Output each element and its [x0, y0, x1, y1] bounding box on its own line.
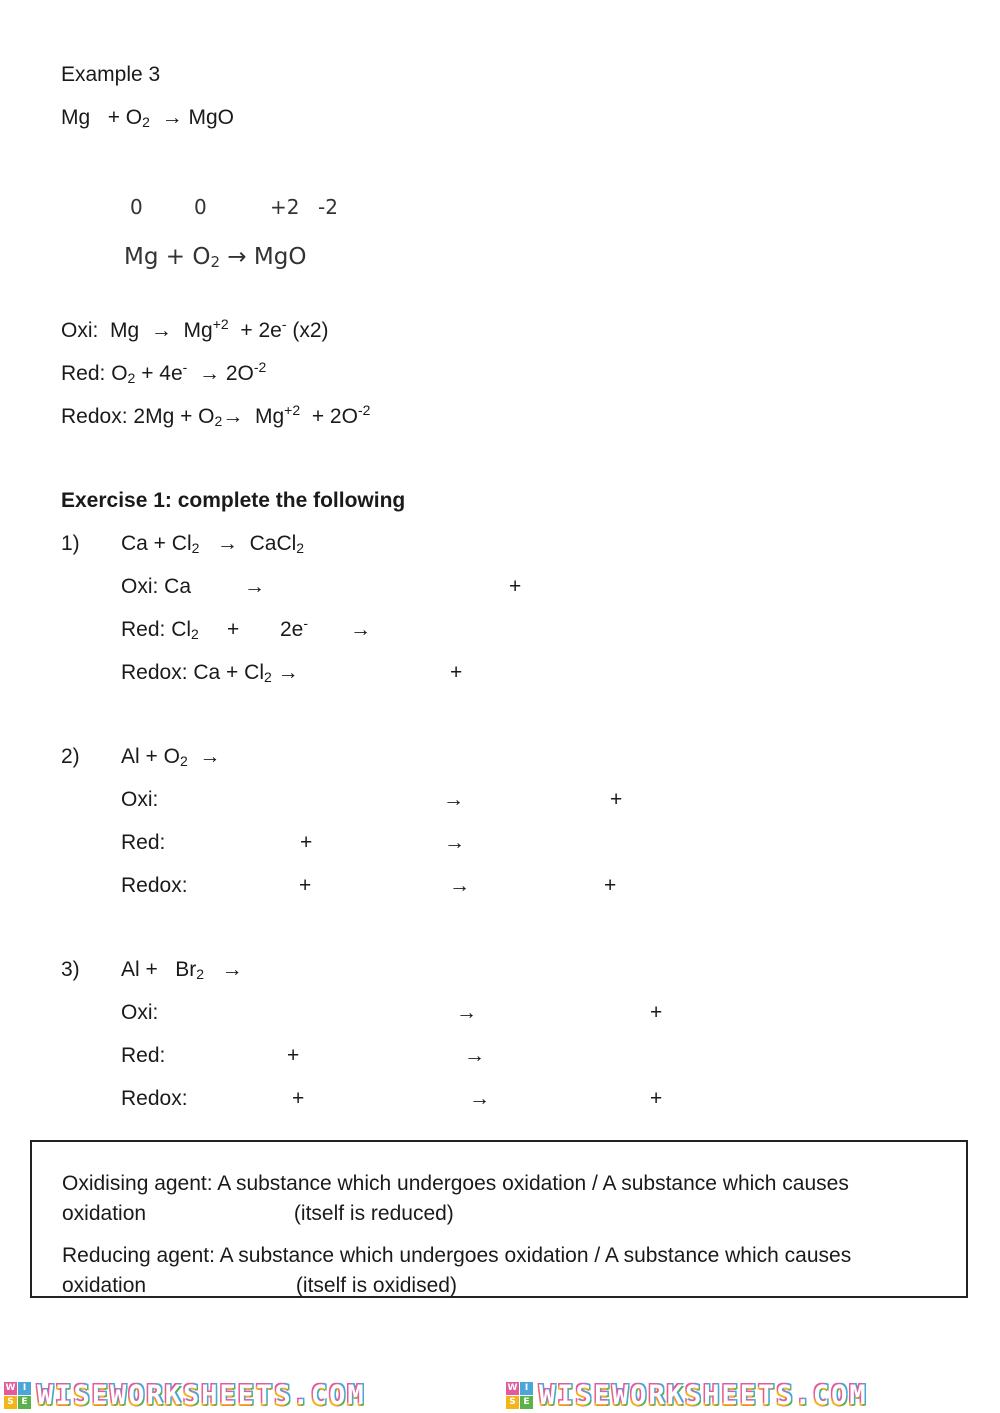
exercise-title: Exercise 1: complete the following: [61, 489, 406, 512]
oxidising-line-2b: (itself is reduced): [293, 1202, 454, 1225]
q2-eq-arrow: →: [199, 745, 221, 768]
red-e-charge: -: [182, 359, 188, 375]
image-equation-line: [124, 246, 306, 269]
ox-num-mg-product: +2: [270, 195, 300, 219]
q1-number: 1): [61, 532, 80, 555]
q1-equation: [121, 533, 304, 554]
oxi-ion: Mg: [183, 319, 213, 342]
q1-eq-product-sub: 2: [296, 540, 305, 556]
brand-mark-s: S: [4, 1396, 17, 1409]
redox-p2: + 2O: [311, 405, 358, 428]
brand-mark-icon: [506, 1382, 533, 1409]
reducing-agent-definition: [62, 1241, 952, 1301]
img-eq-mg: Mg: [124, 244, 159, 270]
oxi-arrow: →: [150, 319, 172, 342]
brand-text: WISEWORKSHEETS.COM: [37, 1379, 366, 1411]
q1-eq-reactants: Ca + Cl: [121, 532, 192, 555]
q2-eq-sub: 2: [179, 753, 188, 769]
redox-label: Redox:: [61, 405, 128, 428]
q2-oxi-label: Oxi:: [121, 788, 159, 811]
q1-oxi-plus: +: [509, 575, 522, 598]
redox-arrow: →: [222, 405, 244, 428]
redox-p1: Mg: [254, 405, 285, 428]
q2-oxi-arrow: →: [443, 788, 464, 811]
q1-red-sub: 2: [191, 626, 199, 642]
q1-red-arrow: →: [350, 618, 371, 641]
q1-oxi-label: Oxi: Ca: [121, 575, 192, 598]
q1-red-electrons: [280, 615, 309, 641]
example-redox-line: [61, 402, 371, 429]
oxidising-agent-definition: [62, 1169, 952, 1229]
q3-oxi-label: Oxi:: [121, 1001, 159, 1024]
q2-red-plus: +: [300, 831, 313, 854]
oxidising-line-2: [62, 1199, 952, 1229]
q3-eq-arrow: →: [221, 958, 243, 981]
ox-num-o-product: -2: [318, 195, 338, 219]
q3-red-plus: +: [287, 1044, 300, 1067]
q1-red-e-charge: -: [303, 615, 309, 631]
oxidising-line-2a: oxidation: [62, 1202, 147, 1225]
example-red-line: [61, 359, 267, 386]
q1-oxi-arrow: →: [244, 575, 265, 598]
reducing-line-1: Reducing agent: A substance which undergoes oxidation / A substance which causes: [62, 1244, 852, 1267]
brand-mark-i: I: [520, 1382, 533, 1395]
oxi-label: Oxi:: [61, 319, 99, 342]
eq-reactant-mg: Mg: [61, 106, 91, 129]
eq-reactant-o: + O: [107, 106, 143, 129]
q3-oxi-plus: +: [650, 1001, 663, 1024]
q1-red-plus: +: [227, 618, 240, 641]
brand-mark-e: E: [520, 1396, 533, 1409]
q2-red-arrow: →: [444, 831, 465, 854]
eq-sub: 2: [142, 114, 150, 130]
oxi-electrons: + 2e: [240, 319, 282, 342]
oxi-e-charge: -: [281, 316, 287, 332]
q2-red-label: Red:: [121, 831, 166, 854]
q1-red-text: Red: Cl: [121, 618, 192, 641]
q3-eq-br: Br: [175, 958, 197, 981]
redox-sub: 2: [214, 413, 223, 429]
q2-equation: [121, 746, 220, 767]
red-arrow: →: [199, 362, 220, 385]
red-product: 2O: [225, 362, 254, 385]
q1-redox-sub: 2: [263, 669, 272, 685]
oxidising-line-1: Oxidising agent: A substance which undergoes oxidation / A substance which causes: [62, 1172, 849, 1195]
brand-mark-i: I: [18, 1382, 31, 1395]
eq-arrow: →: [161, 106, 183, 129]
q3-redox-plus-1: +: [292, 1087, 305, 1110]
q1-eq-product: CaCl: [249, 532, 297, 555]
example-equation: [61, 107, 234, 128]
eq-product: MgO: [188, 106, 234, 129]
q1-red-label: [121, 619, 199, 640]
q3-redox-plus-2: +: [650, 1087, 663, 1110]
q3-redox-arrow: →: [469, 1087, 490, 1110]
img-eq-o: + O: [165, 244, 211, 270]
redox-p1-charge: +2: [284, 402, 301, 418]
q2-eq-reactants: Al + O: [121, 745, 180, 768]
ox-num-o2: 0: [194, 195, 207, 219]
q2-redox-plus-1: +: [299, 874, 312, 897]
q1-redox-label: [121, 662, 299, 683]
brand-mark-icon: [4, 1382, 31, 1409]
img-eq-product: MgO: [253, 244, 307, 270]
red-sub: 2: [127, 370, 136, 386]
q3-redox-label: Redox:: [121, 1087, 188, 1110]
redox-lhs: 2Mg + O: [133, 405, 215, 428]
brand-mark-e: E: [18, 1396, 31, 1409]
q1-red-e: 2e: [280, 618, 304, 641]
q2-redox-label: Redox:: [121, 874, 188, 897]
brand-logo-right: [506, 1380, 868, 1410]
q1-eq-arrow: →: [216, 532, 238, 555]
q3-number: 3): [61, 958, 80, 981]
oxi-lhs: Mg: [110, 319, 140, 342]
q1-redox-text: Redox: Ca + Cl: [121, 661, 264, 684]
reducing-line-2a: oxidation: [62, 1274, 147, 1297]
q1-eq-sub: 2: [191, 540, 200, 556]
oxi-ion-charge: +2: [212, 316, 229, 332]
brand-text: WISEWORKSHEETS.COM: [539, 1379, 868, 1411]
red-electrons: + 4e: [141, 362, 183, 385]
red-product-charge: -2: [253, 359, 267, 375]
brand-mark-w: W: [507, 1382, 518, 1393]
q2-redox-arrow: →: [449, 874, 470, 897]
footer-watermark: [0, 1376, 1000, 1413]
img-eq-arrow: →: [227, 244, 247, 270]
example-oxi-line: [61, 316, 329, 342]
q3-red-arrow: →: [464, 1044, 485, 1067]
reducing-line-2: [62, 1271, 952, 1301]
img-eq-sub: 2: [210, 253, 220, 271]
q2-number: 2): [61, 745, 80, 768]
q3-eq-al: Al +: [121, 958, 158, 981]
reducing-line-2b: (itself is oxidised): [295, 1274, 457, 1297]
redox-p2-charge: -2: [357, 402, 371, 418]
red-lhs: O: [111, 362, 128, 385]
q3-eq-sub: 2: [196, 966, 205, 982]
q2-oxi-plus: +: [610, 788, 623, 811]
brand-mark-s: S: [506, 1396, 519, 1409]
q3-red-label: Red:: [121, 1044, 166, 1067]
brand-mark-w: W: [5, 1382, 16, 1393]
red-label: Red:: [61, 362, 106, 385]
q2-redox-plus-2: +: [604, 874, 617, 897]
brand-logo-left: [4, 1380, 366, 1410]
q3-equation: [121, 959, 243, 980]
q1-redox-plus: +: [450, 661, 463, 684]
definitions-box: [30, 1140, 968, 1298]
ox-num-mg: 0: [130, 195, 143, 219]
q3-oxi-arrow: →: [456, 1001, 477, 1024]
q1-redox-arrow: →: [277, 661, 299, 684]
example-title: Example 3: [61, 63, 161, 86]
oxi-multiplier: (x2): [292, 319, 329, 342]
